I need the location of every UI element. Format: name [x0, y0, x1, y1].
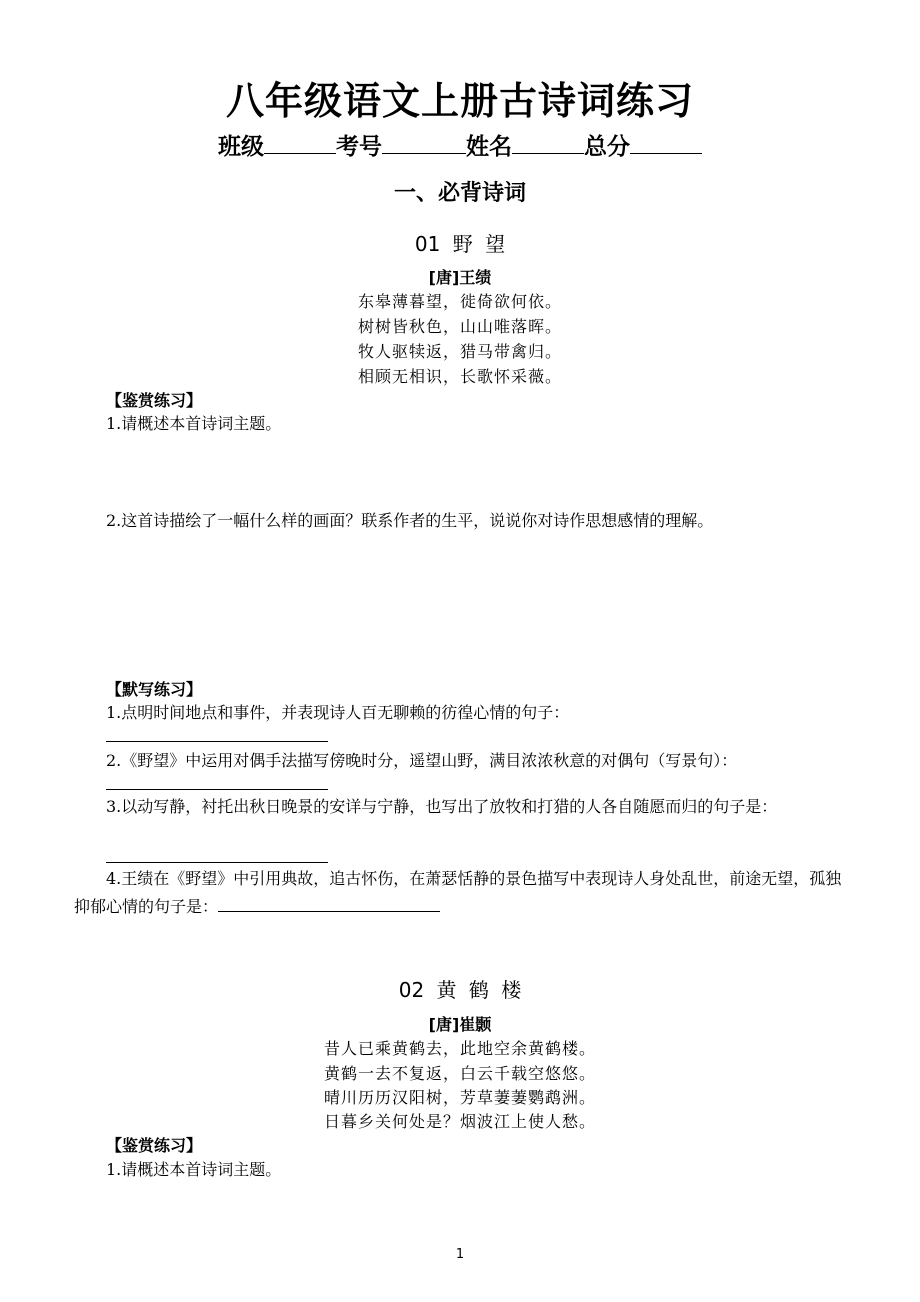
- answer-line-q1[interactable]: [106, 741, 328, 742]
- poem1-appreciation-label: 【鉴赏练习】: [106, 391, 203, 410]
- poem1-dictation-label: 【默写练习】: [106, 680, 203, 699]
- poem1-dictation-q3: 3.以动写静，衬托出秋日晚景的安详与宁静，也写出了放牧和打猎的人各自随愿而归的句子是：: [106, 797, 778, 816]
- poem1-dictation-q2: 2.《野望》中运用对偶手法描写傍晚时分，遥望山野，满目浓浓秋意的对偶句（写景句）：: [106, 751, 738, 770]
- poem1-title: 01 野 望: [414, 232, 506, 256]
- student-info-line: [0, 128, 920, 161]
- poem1-author: [唐]王绩: [428, 268, 492, 287]
- answer-line-q4[interactable]: [218, 897, 440, 912]
- answer-line-q3[interactable]: [106, 862, 328, 863]
- score-blank[interactable]: [630, 131, 702, 154]
- poem1-line-4: 相顾无相识，长歌怀采薇。: [357, 367, 562, 386]
- poem1-line-1: 东皋薄暮望，徙倚欲何依。: [357, 292, 562, 311]
- poem1-line-3: 牧人驱犊返，猎马带禽归。: [357, 342, 562, 361]
- exam-no-label: 考号: [336, 134, 382, 160]
- poem2-title: 02 黄 鹤 楼: [398, 978, 522, 1002]
- poem1-dictation-q4-text: 4.王绩在《野望》中引用典故，追古怀伤，在萧瑟恬静的景色描写中表现诗人身处乱世，前途无望，孤独抑郁心情的句子是：: [74, 869, 842, 916]
- exam-no-blank[interactable]: [382, 131, 466, 154]
- class-label: 班级: [218, 134, 264, 160]
- poem2-author: [唐]崔颢: [428, 1015, 492, 1034]
- poem2-line-2: 黄鹤一去不复返，白云千载空悠悠。: [323, 1064, 596, 1083]
- score-label: 总分: [584, 134, 630, 160]
- page-title: 八年级语文上册古诗词练习: [225, 79, 694, 123]
- page-number: 1: [455, 1247, 465, 1262]
- name-blank[interactable]: [512, 131, 584, 154]
- poem2-line-4: 日暮乡关何处是？烟波江上使人愁。: [323, 1112, 596, 1131]
- poem1-dictation-q4: [74, 865, 854, 921]
- poem2-line-3: 晴川历历汉阳树，芳草萋萋鹦鹉洲。: [323, 1088, 596, 1107]
- name-label: 姓名: [466, 134, 512, 160]
- poem1-appreciation-q2: 2.这首诗描绘了一幅什么样的画面？联系作者的生平，说说你对诗作思想感情的理解。: [106, 511, 714, 530]
- poem1-appreciation-q1: 1.请概述本首诗词主题。: [106, 414, 282, 433]
- poem2-appreciation-label: 【鉴赏练习】: [106, 1136, 203, 1155]
- poem2-appreciation-q1: 1.请概述本首诗词主题。: [106, 1160, 282, 1179]
- answer-line-q2[interactable]: [106, 789, 328, 790]
- poem1-line-2: 树树皆秋色，山山唯落晖。: [357, 317, 562, 336]
- poem2-line-1: 昔人已乘黄鹤去，此地空余黄鹤楼。: [323, 1039, 596, 1058]
- section-heading: 一、必背诗词: [393, 181, 526, 206]
- poem1-dictation-q1: 1.点明时间地点和事件，并表现诗人百无聊赖的彷徨心情的句子：: [106, 703, 570, 722]
- class-blank[interactable]: [264, 131, 336, 154]
